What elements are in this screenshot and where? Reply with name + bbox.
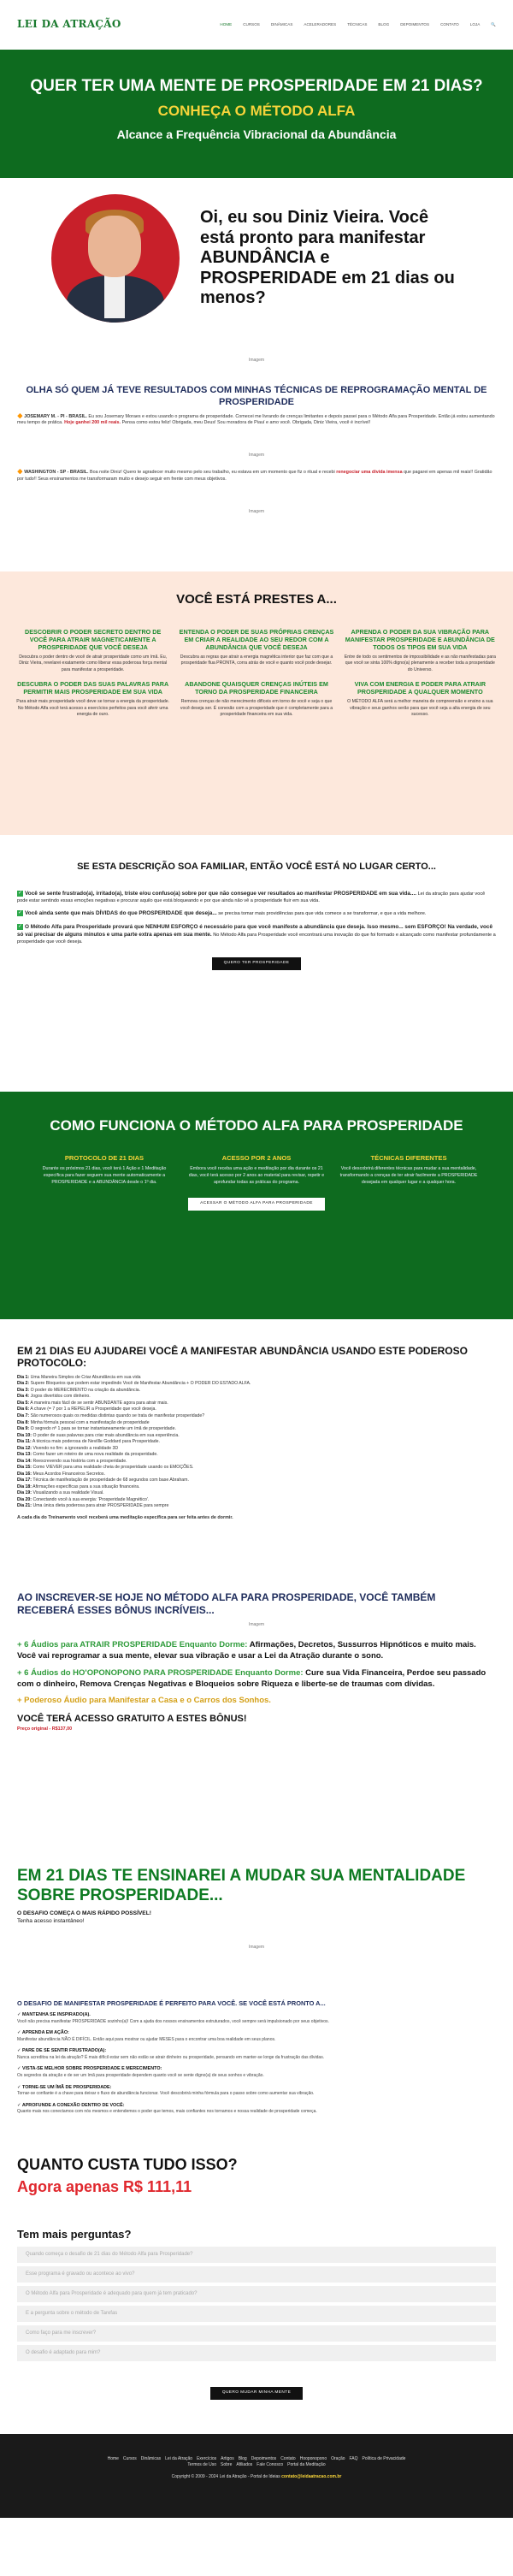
search-icon[interactable]: 🔍 <box>491 21 496 27</box>
footer-link[interactable]: Termos de Uso <box>187 2462 217 2468</box>
original-price: Preço original - R$137,00 <box>17 1726 73 1732</box>
footer-link[interactable]: Contato <box>280 2456 296 2461</box>
benefit-item: ✓ APROFUNDE A CONEXÃO DENTRO DE VOCÊ: Quanto mais nos conectamos com nós mesmos e entendemos o poder que temos, mais confiantes nos tornamos e nossa realidade de prosperidade começa. <box>17 2102 317 2115</box>
nav-aceleradores[interactable]: ACELERADORES <box>304 21 337 27</box>
teach-subtitle: O DESAFIO COMEÇA O MAIS RÁPIDO POSSÍVEL! <box>17 1910 151 1916</box>
protocol-day: Dia 12: Vivendo no fim: a ignorando a realidade 3D <box>17 1445 119 1451</box>
bonus-free-note: VOCÊ TERÁ ACESSO GRATUITO A ESTES BÔNUS! <box>17 1714 247 1725</box>
faq-item[interactable]: Quando começa o desafio de 21 dias do Método Alfa para Prosperidade? <box>17 2247 496 2263</box>
description-item: ✓ O Método Alfa para Prosperidade provará que NENHUM ESFORÇO é necessário para que você manifeste a abundância que deseja. Isso mesmo... sem ESFORÇO! Na verdade, você só vai precisar de alguns minutos e uma parte extra apenas em sua mente. No Método Alfa para Prosperidade você encontrará uma inovação do que foi formado e alcançado como manifestar profundamente a prosperidade que você deseja. <box>17 923 496 945</box>
footer-link[interactable]: Home <box>107 2456 119 2461</box>
description-item: ✓ Você se sente frustrado(a), irritado(a), triste e/ou confuso(a) sobre por que não consegue ver resultados ao manifestar PROSPERIDADE em sua vida.... Lei da atração para ajudar você pode estar sentindo essas emoções negativas e procurar aquilo que está bloqueando e por que ainda não vê a prosperidade fluir em sua vida. <box>17 890 486 904</box>
site-footer <box>0 2434 513 2518</box>
faq-item[interactable]: O desafio é adaptado para mim? <box>17 2345 496 2361</box>
protocol-day: Dia 16: Meus Acordos Financeiros Secretos. <box>17 1471 105 1477</box>
image-placeholder: Imagem <box>248 358 265 363</box>
protocol-day: Dia 14: Reescrevendo sua história com a prosperidade. <box>17 1458 127 1464</box>
footer-link[interactable]: Artigos <box>221 2456 234 2461</box>
footer-link[interactable]: FAQ <box>349 2456 358 2461</box>
footer-link[interactable]: Afiliados <box>236 2462 253 2468</box>
how-column: TÉCNICAS DIFERENTES Você descobrirá diferentes técnicas para mudar a sua mentalidade, transformando a crenças de ter atrair facilmente a PROSPERIDADE desejada em qualquer lugar e a qualquer hora. <box>339 1154 478 1185</box>
protocol-day: Dia 15: Como VIEVER para uma realidade cheia de prosperidade usando os EMOÇÕES. <box>17 1465 194 1471</box>
nav-blog[interactable]: BLOG <box>378 21 390 27</box>
protocol-day: Dia 2: Supere Bloqueios que podem estar impedindo Você de Manifestar Abundância + O PODER DO ESTADO ALFA. <box>17 1381 251 1387</box>
protocol-list <box>17 1375 496 1510</box>
footer-link[interactable]: Oração <box>331 2456 345 2461</box>
footer-link[interactable]: Hooponopono <box>299 2456 327 2461</box>
nav-cursos[interactable]: CURSOS <box>243 21 260 27</box>
cta-button[interactable]: QUERO TER PROSPERIDADE <box>212 957 302 970</box>
results-title: OLHA SÓ QUEM JÁ TEVE RESULTADOS COM MINHAS TÉCNICAS DE REPROGRAMAÇÃO MENTAL DE PROSPERIDADE <box>26 385 487 407</box>
footer-link[interactable]: Portal da Meditação <box>287 2462 326 2468</box>
footer-links <box>103 2456 410 2469</box>
footer-link[interactable]: Blog <box>238 2456 247 2461</box>
results-section <box>0 370 513 571</box>
benefit-card: APRENDA O PODER DA SUA VIBRAÇÃO PARA MANIFESTAR PROSPERIDADE E ABUNDÂNCIA DE TODOS OS TIPOS EM SUA VIDA Entre de todo os sentimentos de impossibilidade e as não manifestadas para que você se sinta 100% digno(a) plenamente a receber toda a prosperidade do Universo. <box>344 627 496 672</box>
protocol-day: Dia 17: Técnica de manifestação de prosperidade de 68 segundos com base Abraham. <box>17 1477 189 1483</box>
check-icon: ✓ <box>17 910 23 916</box>
faq-item[interactable]: Esse programa é gravado ou acontece ao vivo? <box>17 2266 496 2283</box>
main-nav <box>220 22 496 28</box>
protocol-day: Dia 13: Como fazer um roteiro de uma nova realidade da prosperidade. <box>17 1452 158 1458</box>
image-placeholder: Imagem <box>248 1944 265 1950</box>
protocol-day: Dia 7: São numerosos quais os medidas distintas quando se trata de manifestar prosperidade? <box>17 1412 205 1418</box>
how-title: COMO FUNCIONA O MÉTODO ALFA PARA PROSPERIDADE <box>50 1117 463 1134</box>
intro-section <box>0 178 513 323</box>
testimonial-2: 🔶 WASHINGTON - SP - BRASIL. Boa noite Diniz! Quero te agradecer muito mesmo pelo seu trabalho, eu estava em um momento que fiz o ritual e recebi renegociar uma dívida imensa que pagarei em apenas mil reais!! Gratidão por tudo!! Seus ensinamentos me transformaram muito e desejo seguir em frente com meus objetivos. <box>17 470 492 482</box>
protocol-day: Dia 1: Uma Maneira Simples de Criar Abundância em sua vida <box>17 1374 141 1380</box>
price-title: QUANTO CUSTA TUDO ISSO? <box>17 2156 238 2173</box>
image-placeholder: Imagem <box>248 1622 265 1627</box>
bonus-item: + 6 Áudios do HO'OPONOPONO PARA PROSPERIDADE Enquanto Dorme: Cure sua Vida Financeira, Perdoe seu passado com o dinheiro, Remova Crenças Negativas e Bloqueios sobre Riqueza e liberte-se de traumas com dívidas. <box>17 1667 486 1689</box>
hero-subtitle: CONHEÇA O MÉTODO ALFA <box>157 102 356 119</box>
footer-link[interactable]: Lei da Atração <box>165 2456 193 2461</box>
hero-section <box>0 50 513 178</box>
nav-depoimentos[interactable]: DEPOIMENTOS <box>400 21 430 27</box>
prestes-title: VOCÊ ESTÁ PRESTES A... <box>176 592 337 607</box>
protocol-section <box>0 1319 513 1584</box>
nav-dinamicas[interactable]: DINÂMICAS <box>270 21 293 27</box>
footer-link[interactable]: Sobre <box>221 2462 233 2468</box>
benefit-item: ✓ VISTA-SE MELHOR SOBRE PROSPERIDADE E MERECIMENTO: Os segredos da atração e de ser um ímã para prosperidade dependem quanto você se sente digno(a) de seus sonhos e vibração. <box>17 2066 264 2079</box>
nav-contato[interactable]: CONTATO <box>440 21 459 27</box>
teach-title: EM 21 DIAS TE ENSINAREI A MUDAR SUA MENTALIDADE SOBRE PROSPERIDADE... <box>17 1867 466 1904</box>
how-column: PROTOCOLO DE 21 DIAS Durante os próximos 21 dias, você terá 1 Ação e 1 Meditação específica para fazer seguem sua mente automaticamente a PROSPERIDADE e a ABUNDÂNCIA desde o 1º dia. <box>42 1154 167 1185</box>
protocol-day: Dia 9: O segredo nº 1 para se tornar instantaneamente um ímã de prosperidade. <box>17 1426 176 1432</box>
teach-access: Tenha acesso instantâneo! <box>17 1918 85 1925</box>
benefit-item: ✓ PARE DE SE SENTIR FRUSTRADO(A): Nunca acreditou na lei da atração? É mais difícil estar sem não estão se atrair dinheiro ou prosperidade, pensando em manter-se longe da frustração das dívidas. <box>17 2048 325 2061</box>
benefit-card: ABANDONE QUAISQUER CRENÇAS INÚTEIS EM TORNO DA PROSPERIDADE FINANCEIRA Remova crenças de não merecimento difíceis em torno de você e seja o que você deseja ser. É conexão com a prosperidade que é completamente para a prosperidade financeira em sua vida. <box>180 680 333 718</box>
how-column: ACESSO POR 2 ANOS Embora você receba uma ação e meditação por dia durante os 21 dias, você terá acesso por 2 anos ao material para revisar, repetir e aprofundar todas as práticas do programa. <box>188 1154 325 1185</box>
benefit-item: ✓ TORNE-SE UM ÍMÃ DE PROSPERIDADE: Tornar-se confiante é a chave para deixar o fluxo de abundância funcionar. Você descobrirá minha fórmula para o passo sobre como aumentar sua vibração. <box>17 2084 315 2097</box>
footer-link[interactable]: Fale Conosco <box>256 2462 284 2468</box>
prestes-section <box>0 571 513 835</box>
benefit-card: DESCUBRA O PODER DAS SUAS PALAVRAS PARA PERMITIR MAIS PROSPERIDADE EM SUA VIDA Para atrair mais prosperidade você deve se tornar a energia da prosperidade. No Método Alfa você terá acesso a exercícios perfeitos para você aferir uma energia de ouro. <box>16 680 170 718</box>
price-value: Agora apenas R$ 111,11 <box>17 2178 192 2196</box>
nav-loja[interactable]: LOJA <box>469 21 481 27</box>
benefit-card: ENTENDA O PODER DE SUAS PRÓPRIAS CRENÇAS EM CRIAR A REALIDADE AO SEU REDOR COM A ABUNDÂNCIA QUE VOCÊ DESEJA Descubra as regras que atrair a energia magnética interior que faz com que a prosperidade flua PRONTA, corra atrás de você e quanto você pode desejar. <box>179 627 334 666</box>
teach-section <box>0 1867 513 1991</box>
protocol-day: Dia 4: Jogos divertidos com dinheiro. <box>17 1394 91 1400</box>
copyright: Copyright © 2009 - 2024 Lei da Atração - Portal de Ideias contato@leidaatracao.com.br <box>171 2473 342 2479</box>
faq-item[interactable]: Como faço para me inscrever? <box>17 2325 496 2342</box>
testimonial-1: 🔶 JOSEMARY M. - PI - BRASIL. Eu sou Josemary Moraes e estou usando o programa de prosperidade. Comecei me livrando de crenças limitantes e depois passei para o Método Alfa para Prosperidade. Então já estou aumentando meu tempo de prática. Hoje ganhei 200 mil reais. Pensa como estou feliz! Obrigada, meu Deus! Sou moradora de Piauí e amo você. Obrigada, Diniz Vieira, você é incrível! <box>17 413 495 426</box>
protocol-day: Dia 21: Uma única dieta poderosa para atrair PROSPERIDADE para sempre <box>17 1503 169 1509</box>
how-it-works-section <box>0 1092 513 1319</box>
image-placeholder: Imagem <box>248 453 265 459</box>
check-icon: ✓ <box>17 923 23 929</box>
faq-item[interactable]: E a pergunta sobre o método de Tarefas <box>17 2306 496 2322</box>
footer-link[interactable]: Exercícios <box>197 2456 217 2461</box>
protocol-day: Dia 18: Afirmações específicas para a sua situação financeira. <box>17 1483 140 1489</box>
final-cta-button[interactable]: QUERO MUDAR MINHA MENTE <box>210 2387 303 2400</box>
price-section <box>0 2153 513 2220</box>
benefit-card: DESCOBRIR O PODER SECRETO DENTRO DE VOCÊ PARA ATRAIR MAGNETICAMENTE A PROSPERIDADE QUE VOCÊ DESEJA Descubra o poder dentro de você de atrair prosperidade como um ímã. Eu, Diniz Vieira, revelarei exatamente como liberar essa poderosa força mental para manifestar a prosperidade. <box>19 627 168 672</box>
bonus-item: + 6 Áudios para ATRAIR PROSPERIDADE Enquanto Dorme: Afirmações, Decretos, Sussurros Hipnóticos e muito mais. Você vai reprogramar a sua mente, elevar sua vibração e usar a Lei da Atração durante o sono. <box>17 1640 476 1661</box>
description-item: ✓ Você ainda sente que mais DÍVIDAS do que PROSPERIDADE que deseja... se precisa tomar mais providências para que vida comece a se transformar, e que a vida melhore. <box>17 910 427 917</box>
description-section <box>0 835 513 1092</box>
protocol-day: Dia 11: A técnica mais poderosa de Nevillle Goddard para Prosperidade. <box>17 1439 160 1445</box>
protocol-note: A cada dia do Treinamento você receberá uma meditação específica para ser feita antes de dormir. <box>17 1514 233 1520</box>
footer-link[interactable]: Cursos <box>122 2456 137 2461</box>
protocol-day: Dia 10: O poder de suas palavras para criar mais abundância em sua experiência. <box>17 1432 180 1438</box>
author-photo <box>51 194 180 323</box>
protocol-day: Dia 6: A chave (= 7 por 1 a REPELIR a Prosperidade que você deseja. <box>17 1406 156 1412</box>
footer-link[interactable]: Depoimentos <box>251 2456 277 2461</box>
protocol-day: Dia 20: Conectando você à sua energia: 'Prosperidade Magnético'. <box>17 1496 150 1502</box>
image-placeholder: Imagem <box>248 508 265 514</box>
site-header <box>0 0 513 50</box>
footer-link[interactable]: Política de Privacidade <box>362 2456 406 2461</box>
bonus-item: + Poderoso Áudio para Manifestar a Casa e o Carros dos Sonhos. <box>17 1696 271 1706</box>
footer-link[interactable]: Dinâmicas <box>140 2456 162 2461</box>
check-icon: ✓ <box>17 890 23 896</box>
protocol-title: EM 21 DIAS EU AJUDAREI VOCÊ A MANIFESTAR ABUNDÂNCIA USANDO ESTE PODEROSO PROTOCOLO: <box>17 1345 468 1370</box>
bonus-title: AO INSCREVER-SE HOJE NO MÉTODO ALFA PARA PROSPERIDADE, VOCÊ TAMBÉM RECEBERÁ ESSES BÔNUS INCRÍVEIS... <box>17 1591 436 1616</box>
benefit-item: ✓ MANTENHA SE INSPIRADO(A). Você não precisa manifestar PROSPERIDADE sozinho(a)! Com a ajuda dos nossos ensinamentos estruturados, você sempre será impulsionado por seus objetivos. <box>17 2012 329 2025</box>
benefits-title: O DESAFIO DE MANIFESTAR PROSPERIDADE É PERFEITO PARA VOCÊ. SE VOCÊ ESTÁ PRONTO A... <box>17 1999 326 2007</box>
intro-heading: Oi, eu sou Diniz Vieira. Você está pronto para manifestar ABUNDÂNCIA e PROSPERIDADE em 21 dias ou menos? <box>200 208 455 308</box>
faq-title: Tem mais perguntas? <box>17 2228 132 2241</box>
faq-section <box>0 2220 513 2434</box>
benefit-item: ✓ APRENDA EM AÇÃO: Manifestar abundância NÃO É DIFÍCIL. Então aqui para mostrar ou ajudar MESES para o encontrar uma boa realidade em seus planos. <box>17 2030 276 2043</box>
bonus-section <box>0 1584 513 1867</box>
access-method-button[interactable]: ACESSAR O MÉTODO ALFA PARA PROSPERIDADE <box>188 1198 325 1211</box>
site-logo[interactable]: LEI DA ATRAÇÃO <box>17 18 121 31</box>
nav-tecnicas[interactable]: TÉCNICAS <box>347 21 368 27</box>
protocol-day: Dia 5: A maneira mais fácil de se sentir ABUNDANTE agora para atrair mais. <box>17 1400 168 1406</box>
protocol-day: Dia 3: O poder do MERECIMENTO na criação da abundância. <box>17 1387 141 1393</box>
faq-item[interactable]: O Método Alfa para Prosperidade é adequado para quem já tem praticado? <box>17 2286 496 2302</box>
protocol-day: Dia 19: Visualizando a sua realidade Visual. <box>17 1490 104 1496</box>
nav-home[interactable]: HOME <box>220 21 233 27</box>
benefits-list-section <box>0 1991 513 2153</box>
hero-tagline: Alcance a Frequência Vibracional da Abundância <box>116 127 397 142</box>
hero-title: QUER TER UMA MENTE DE PROSPERIDADE EM 21 DIAS? <box>30 77 483 95</box>
protocol-day: Dia 8: Minha fórmula pessoal com a manifestação de prosperidade <box>17 1419 150 1425</box>
benefit-card: VIVA COM ENERGIA E PODER PARA ATRAIR PROSPERIDADE A QUALQUER MOMENTO O MÉTODO ALFA será a melhor maneira de compreensão e ensino a sua vibração e seus ganhos serão para que você seja a alta energia de seu sucesso. <box>347 680 493 718</box>
description-title: SE ESTA DESCRIÇÃO SOA FAMILIAR, ENTÃO VOCÊ ESTÁ NO LUGAR CERTO... <box>77 862 436 872</box>
